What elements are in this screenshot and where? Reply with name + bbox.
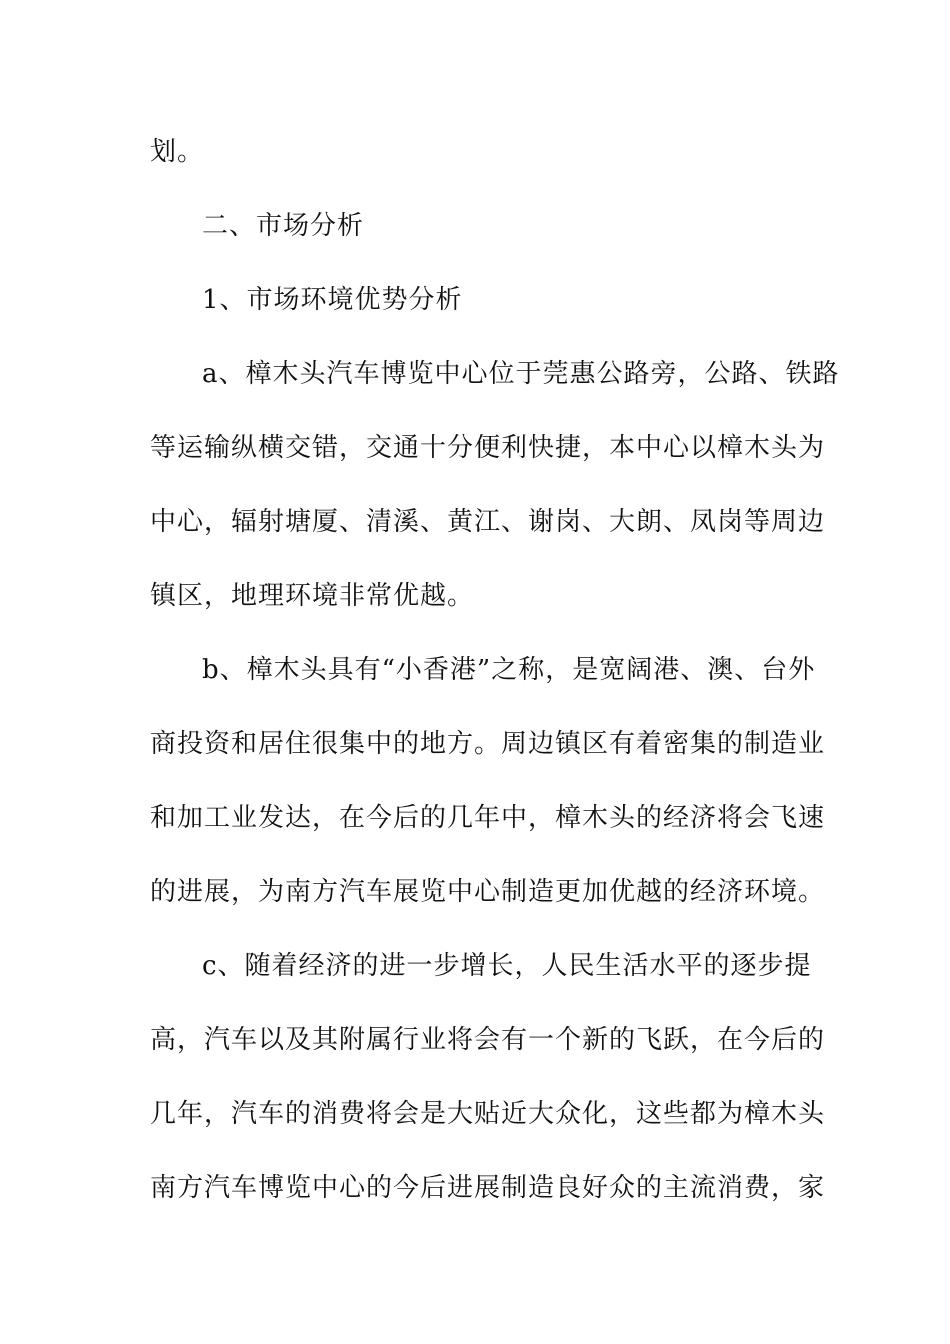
paragraph-line: b、樟木头具有“小香港”之称，是宽阔港、澳、台外 bbox=[202, 655, 816, 685]
paragraph-line: 中心，辐射塘厦、清溪、黄江、谢岗、大朗、凤岗等周边 bbox=[150, 507, 826, 537]
subsection-heading: 1、市场环境优势分析 bbox=[202, 285, 463, 315]
paragraph-line: 高，汽车以及其附属行业将会有一个新的飞跃，在今后的 bbox=[150, 1025, 826, 1055]
paragraph-line: 的进展，为南方汽车展览中心制造更加优越的经济环境。 bbox=[150, 877, 826, 907]
paragraph-line: 几年，汽车的消费将会是大贴近大众化，这些都为樟木头 bbox=[150, 1099, 826, 1129]
paragraph-line: 等运输纵横交错，交通十分便利快捷，本中心以樟木头为 bbox=[150, 433, 826, 463]
paragraph-line: 镇区，地理环境非常优越。 bbox=[150, 581, 475, 611]
paragraph-line: 南方汽车博览中心的今后进展制造良好众的主流消费，家 bbox=[150, 1173, 826, 1203]
paragraph-line: 划。 bbox=[150, 137, 205, 167]
section-heading: 二、市场分析 bbox=[202, 211, 365, 241]
paragraph-line: 和加工业发达，在今后的几年中，樟木头的经济将会飞速 bbox=[150, 803, 826, 833]
paragraph-line: c、随着经济的进一步增长，人民生活水平的逐步提 bbox=[202, 951, 812, 981]
paragraph-line: 商投资和居住很集中的地方。周边镇区有着密集的制造业 bbox=[150, 729, 826, 759]
paragraph-line: a、樟木头汽车博览中心位于莞惠公路旁，公路、铁路 bbox=[202, 359, 840, 389]
